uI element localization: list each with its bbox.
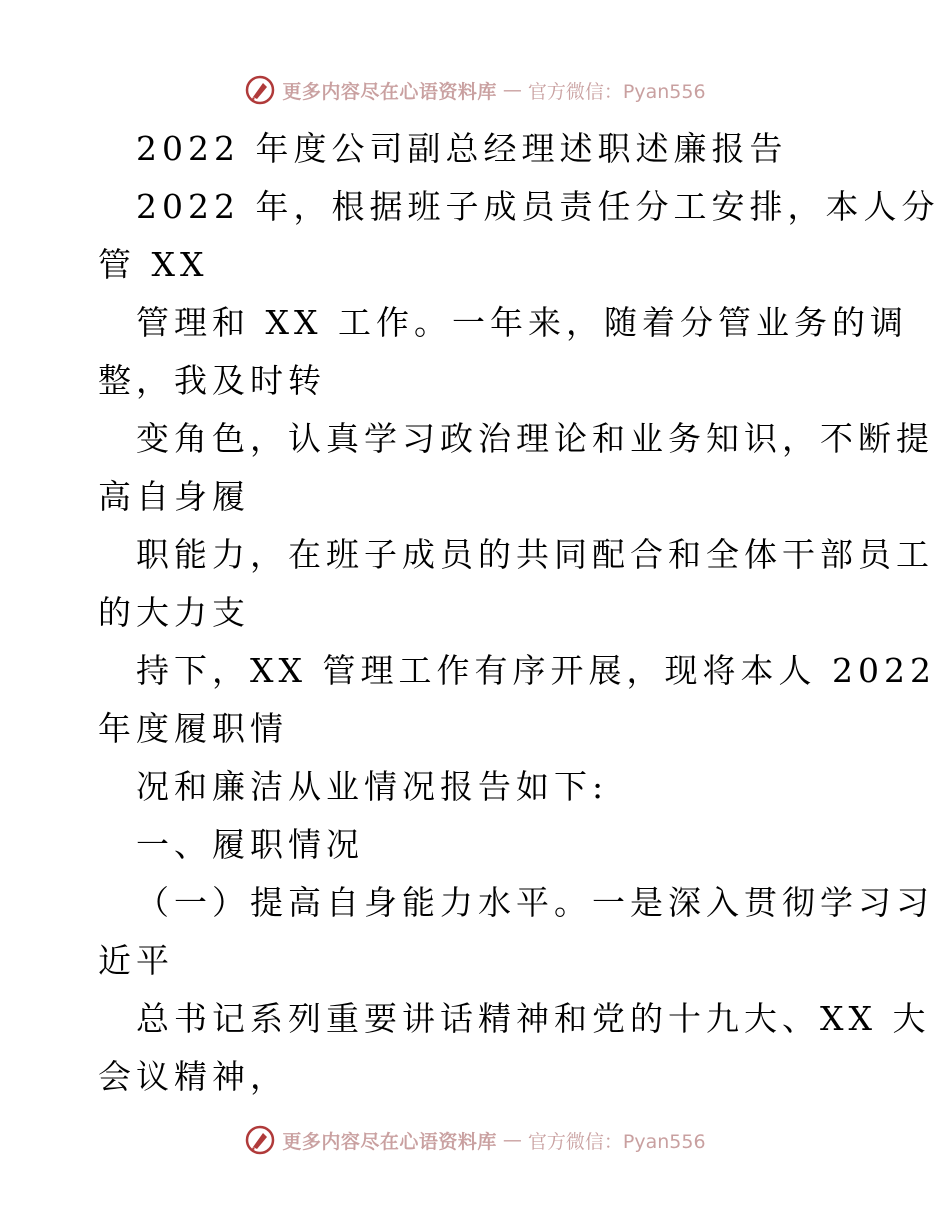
pen-logo-icon [244, 1124, 276, 1156]
doc-line: 管 XX [98, 245, 209, 284]
doc-line: 总书记系列重要讲话精神和党的十九大、XX 大 [136, 999, 931, 1038]
doc-line: 管理和 XX 工作。一年来，随着分管业务的调 [136, 303, 908, 342]
watermark-separator: — [502, 1129, 522, 1151]
doc-line: 一、履职情况 [136, 825, 364, 864]
doc-line: 职能力，在班子成员的共同配合和全体干部员工 [136, 535, 934, 574]
doc-line: 况和廉洁从业情况报告如下: [136, 767, 609, 806]
watermark-site: 更多内容尽在心语资料库 [282, 80, 497, 103]
doc-line: 持下，XX 管理工作有序开展，现将本人 2022 [136, 651, 936, 690]
doc-line: （一）提高自身能力水平。一是深入贯彻学习习 [136, 883, 934, 922]
doc-line: 的大力支 [98, 593, 250, 632]
pen-logo-icon [244, 74, 276, 106]
doc-line: 会议精神， [98, 1057, 288, 1096]
watermark-contact: 官方微信：Pyan556 [527, 1130, 706, 1153]
doc-line: 年度履职情 [98, 709, 288, 748]
doc-line: 2022 年度公司副总经理述职述廉报告 [136, 129, 788, 168]
doc-line: 近平 [98, 941, 174, 980]
watermark-site: 更多内容尽在心语资料库 [282, 1130, 497, 1153]
doc-line: 变角色，认真学习政治理论和业务知识，不断提 [136, 419, 934, 458]
footer-watermark [0, 1120, 950, 1160]
header-watermark [0, 70, 950, 110]
doc-line: 整，我及时转 [98, 361, 326, 400]
document-body [98, 120, 940, 1106]
doc-line: 高自身履 [98, 477, 250, 516]
doc-line: 2022 年，根据班子成员责任分工安排，本人分 [136, 187, 940, 226]
watermark-contact: 官方微信：Pyan556 [527, 80, 706, 103]
watermark-separator: — [502, 79, 522, 101]
